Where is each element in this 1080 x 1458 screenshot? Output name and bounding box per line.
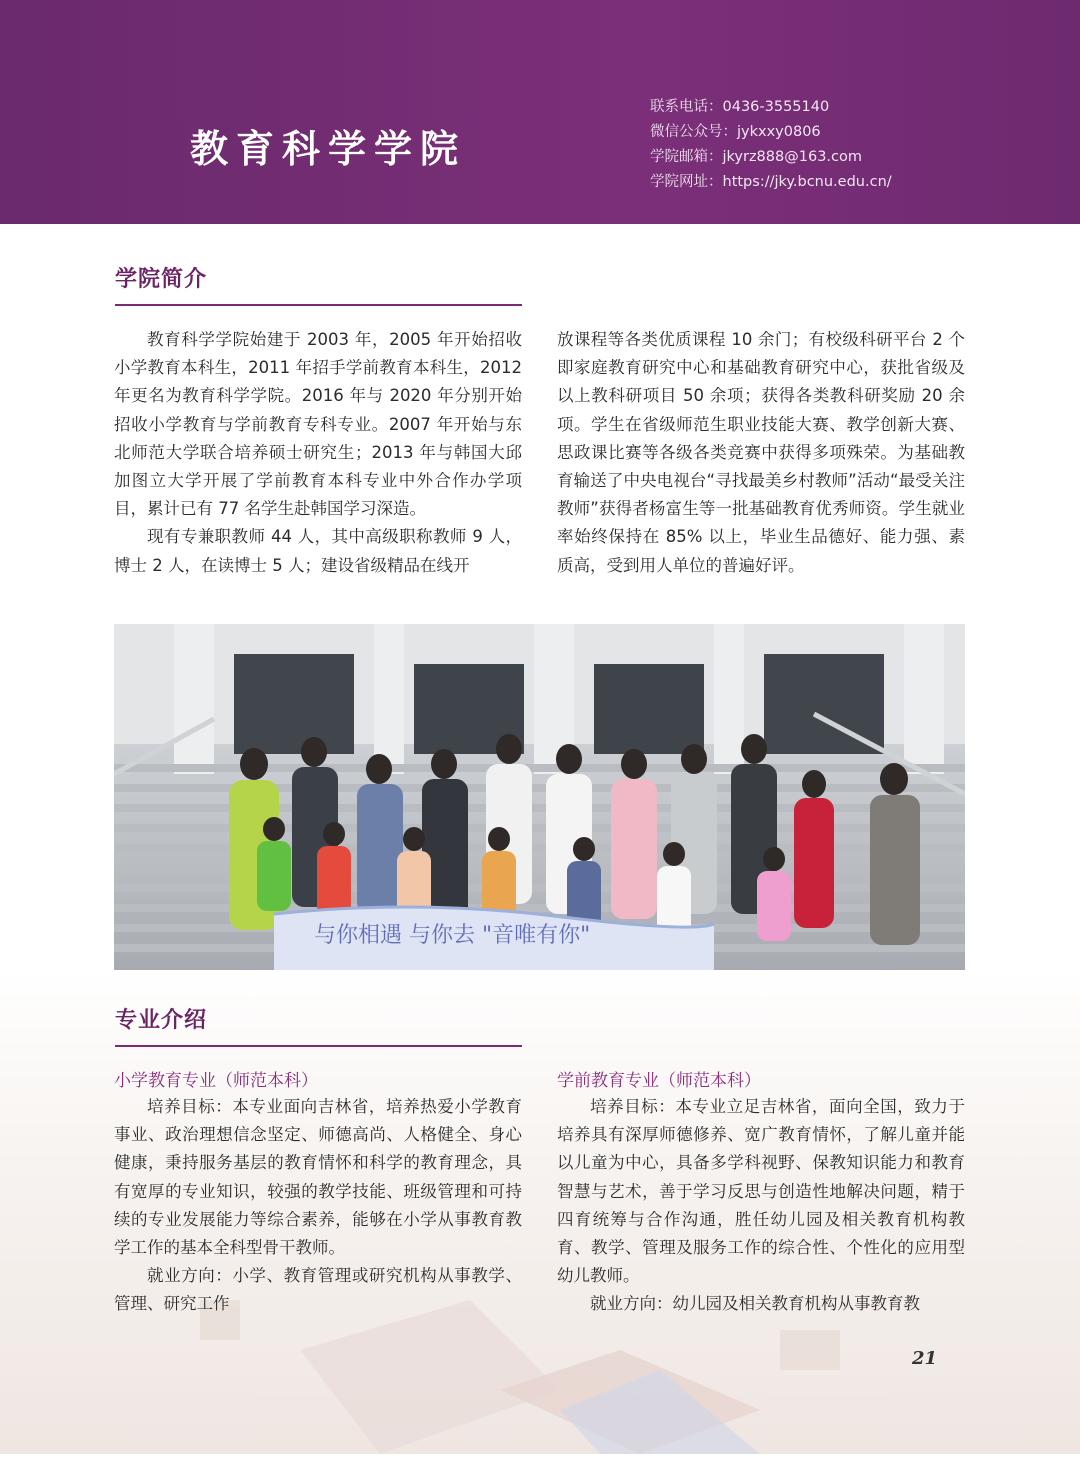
- preschool-major-title: 学前教育专业（师范本科）: [557, 1071, 761, 1091]
- primary-major-goal: 培养目标：本专业面向吉林省，培养热爱小学教育事业、政治理想信念坚定、师德高尚、人格健全、身心健康，秉持服务基层的教育情怀和科学的教育理念，具有宽厚的专业知识，较强的教学技能、班级管理和可持续的专业发展能力等综合素养，能够在小学从事教育教学工作的基本全科型骨干教师。: [114, 1097, 522, 1258]
- intro-rule: [115, 304, 522, 306]
- preschool-major-column: [557, 1093, 965, 1319]
- contact-website[interactable]: 学院网址：https://jky.bcnu.edu.cn/: [650, 174, 892, 190]
- contact-phone: 联系电话：0436-3555140: [650, 99, 830, 115]
- primary-major-career: 就业方向：小学、教育管理或研究机构从事教学、管理、研究工作: [114, 1266, 522, 1314]
- contact-block: [650, 95, 892, 195]
- header-band: [0, 0, 1080, 224]
- intro-right-column: [557, 326, 965, 580]
- primary-major-column: [114, 1093, 522, 1319]
- intro-paragraph-continued: 放课程等各类优质课程 10 余门；有校级科研平台 2 个即家庭教育研究中心和基础教育研究中心，获批省级及以上教科研项目 50 余项；获得各类教科研奖励 20 余项。学生在省级师范生职业技能大赛、教学创新大赛、思政课比赛等各级各类竞赛中获得多项殊荣。为基础教育输送了中央电视台“寻找最美乡村教师”活动“最受关注教师”获得者杨富生等一批基础教育优秀师资。学生就业率始终保持在 85% 以上，毕业生品德好、能力强、素质高，受到用人单位的普遍好评。: [557, 330, 965, 575]
- intro-paragraph-1: 教育科学学院始建于 2003 年，2005 年开始招收小学教育本科生，2011 年招手学前教育本科生，2012 年更名为教育科学学院。2016 年与 2020 年分别开始招收小学教育与学前教育专科专业。2007 年开始与东北师范大学联合培养硕士研究生；2013 年与韩国大邱加图立大学开展了学前教育本科专业中外合作办学项目，累计已有 77 名学生赴韩国学习深造。: [114, 330, 522, 519]
- intro-left-column: [114, 326, 522, 580]
- page-number: 21: [912, 1348, 938, 1369]
- intro-paragraph-2: 现有专兼职教师 44 人，其中高级职称教师 9 人，博士 2 人，在读博士 5 人；建设省级精品在线开: [114, 527, 522, 575]
- majors-heading: 专业介绍: [115, 1008, 208, 1033]
- banner-text: 与你相遇 与你去 "音唯有你": [314, 923, 591, 948]
- primary-major-title: 小学教育专业（师范本科）: [114, 1071, 318, 1091]
- contact-wechat: 微信公众号：jykxxy0806: [650, 124, 821, 140]
- intro-heading: 学院简介: [115, 267, 208, 292]
- group-photo: [114, 624, 965, 970]
- preschool-major-goal: 培养目标：本专业立足吉林省，面向全国，致力于培养具有深厚师德修养、宽广教育情怀，了解儿童并能以儿童为中心，具备多学科视野、保教知识能力和教育智慧与艺术，善于学习反思与创造性地解决问题，精于四育统筹与合作沟通，胜任幼儿园及相关教育机构教育、教学、管理及服务工作的综合性、个性化的应用型幼儿教师。: [557, 1097, 965, 1286]
- majors-rule: [115, 1045, 522, 1047]
- group-photo-illustration: [114, 624, 965, 970]
- college-title: 教育科学学院: [190, 126, 467, 171]
- preschool-major-career: 就业方向：幼儿园及相关教育机构从事教育教: [590, 1294, 920, 1314]
- contact-email: 学院邮箱：jkyrz888@163.com: [650, 149, 862, 165]
